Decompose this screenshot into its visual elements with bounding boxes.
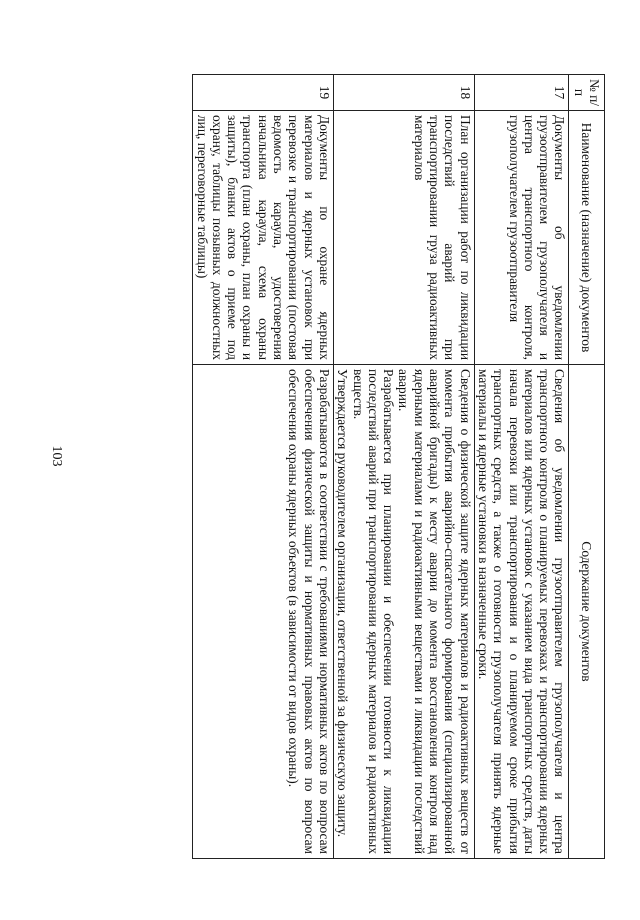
row-document-content [333, 365, 474, 859]
documents-table [192, 74, 605, 859]
content-paragraph: Разрабатывается при планировании и обеспечении готовности к ликвидации последствий аварий при транспортировании ядерных материалов и радиоактивных веществ. [350, 369, 397, 854]
row-document-content [193, 365, 334, 859]
table-row [193, 75, 334, 859]
row-document-name: План организации работ по ликвидации последствий аварий при транспортировании груза радиоактивных материалов [333, 111, 474, 365]
row-document-content [474, 365, 569, 859]
row-number: 19 [193, 75, 334, 111]
content-paragraph: Утверждается руководителем организации, ответственной за физическую защиту. [335, 369, 351, 838]
row-number: 17 [474, 75, 569, 111]
table-row [333, 75, 474, 859]
row-document-name: Документы по охране ядерных материалов и ядерных установок при перевозке и транспортировании (постовая ведомость караула, удостоверения начальника караула, схема охраны транспорта (план охраны, план охраны и защиты), бланки актов о приеме под охрану, таблицы позывных должностных лиц, переговорные таблицы) [193, 111, 334, 365]
content-paragraph: Сведения о физической защите ядерных материалов и радиоактивных веществ от момента прибытия аварийно-спасательного формирования (специализированной аварийной бригады) к месту аварии до момента восстановления контроля над ядерными материалами и радиоактивными веществами и ликвидации последствий аварии. [396, 369, 473, 854]
header-number: № п/п [569, 75, 605, 111]
content-paragraph: Разрабатываются в соответствии с требованиями нормативных актов по вопросам обеспечения физической защиты и нормативных правовых актов по вопросам обеспечения охраны ядерных объектов (в зависимости от видов охраны). [286, 369, 332, 854]
content-paragraph: Сведения об уведомлении грузоотправителем грузополучателя и центра транспортного контроля о планируемых перевозках и транспортировании ядерных материалов или ядерных установок с указанием вида транспортных средств, даты начала перевозки или транспортирования и о планируемом сроке прибытия транспортных средств, а также о готовности грузополучателя принять ядерные материалы и ядерные установки в назначенные сроки. [475, 369, 568, 854]
header-document-name: Наименование (назначение) документов [569, 111, 605, 365]
header-document-content: Содержание документов [569, 365, 605, 859]
table-header-row [569, 75, 605, 859]
table-row [474, 75, 569, 859]
rotated-table-container [77, 74, 605, 858]
row-number: 18 [333, 75, 474, 111]
row-document-name: Документы об уведомлении грузоотправителем грузополучателя и центра транспортного контроля, грузополучателем грузоотправителя [474, 111, 569, 365]
page-number: 103 [49, 445, 64, 467]
